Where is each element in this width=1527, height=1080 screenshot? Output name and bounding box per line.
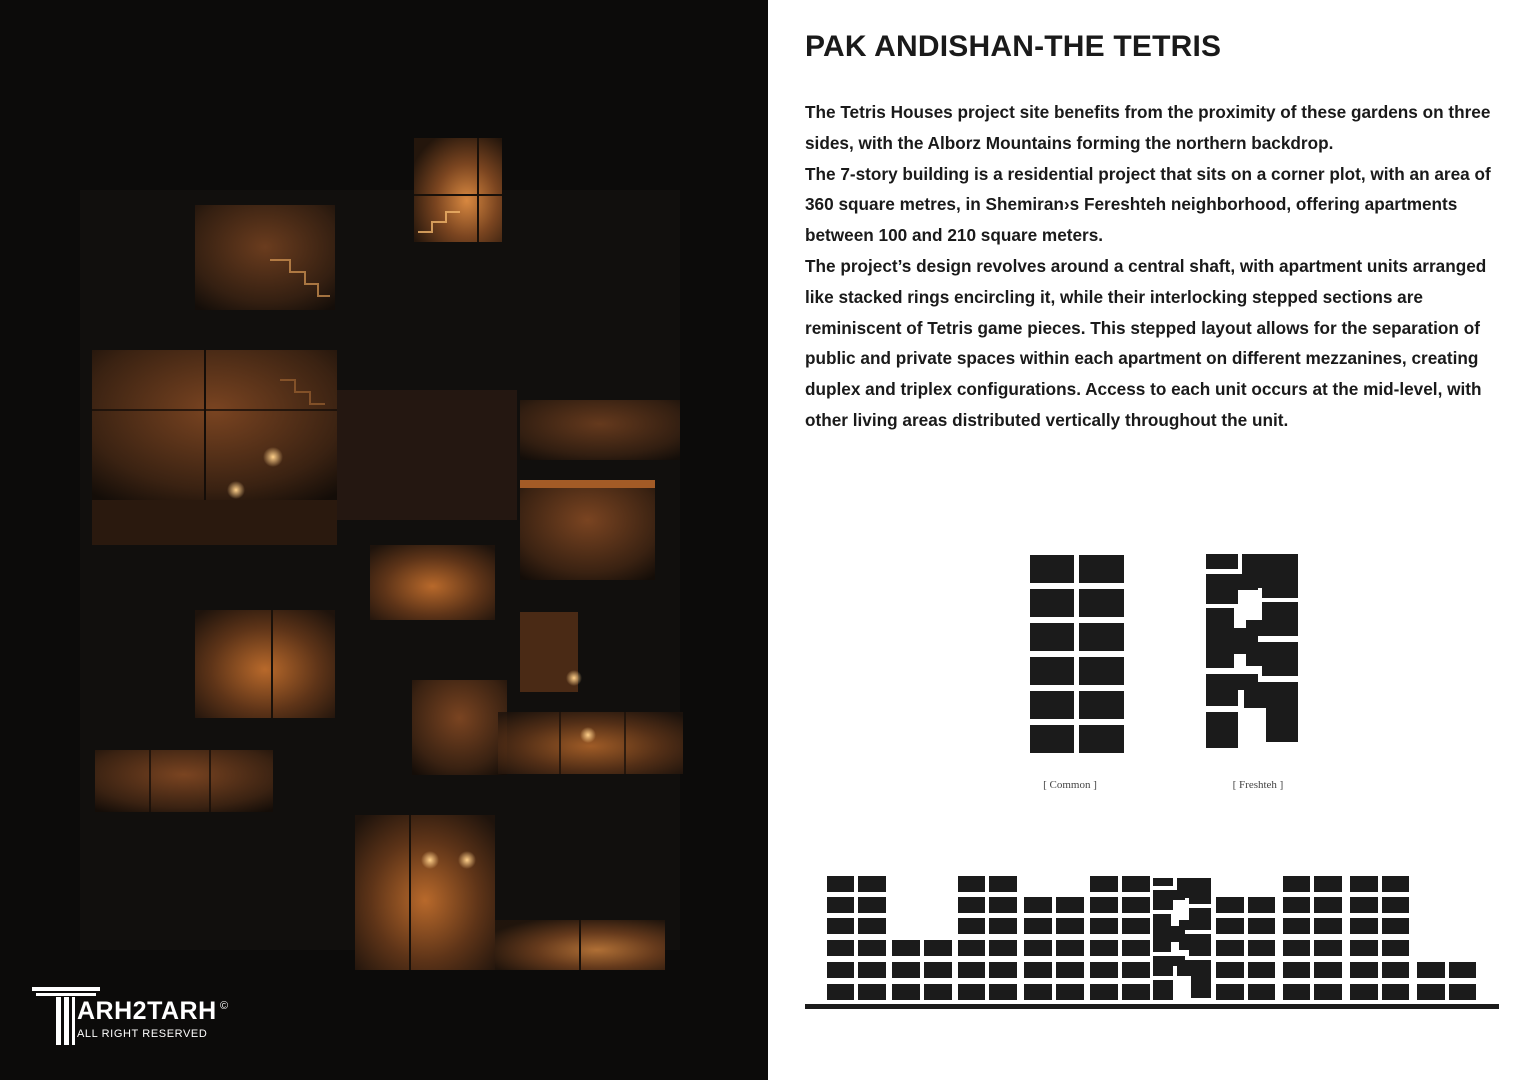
paragraph-design: The project’s design revolves around a central shaft, with apartment units arranged like stacked rings encircling it, while their interlocking stepped sections are reminiscent of Tetris game pieces. This stepped layout allows for the separation of public and private spaces within each apartment on different mezzanines, creating duplex and triplex configurations. Access to each unit occurs at the mid-level, with other living areas distributed vertically throughout the unit. xyxy=(805,255,1487,430)
page-title: PAK ANDISHAN-THE TETRIS xyxy=(805,30,1222,63)
tetris-diagrams xyxy=(768,0,1527,1080)
ground-line xyxy=(805,1004,1499,1009)
copyright-symbol: © xyxy=(220,1000,229,1012)
text-panel xyxy=(768,0,1527,1080)
paragraph-site: The Tetris Houses project site benefits from the proximity of these gardens on three sides, with the Alborz Mountains forming the northern backdrop. xyxy=(805,102,1491,153)
caption-freshteh: [ Freshteh ] xyxy=(1232,779,1284,791)
common-stack-diagram xyxy=(1030,555,1124,753)
logo-tagline: ALL RIGHT RESERVED xyxy=(77,1028,208,1040)
skyline-diagram xyxy=(805,876,1499,1009)
freshteh-stack-diagram xyxy=(1206,554,1298,748)
caption-common: [ Common ] xyxy=(1043,779,1097,791)
logo-name: ARH2TARH xyxy=(77,997,217,1025)
paragraph-building: The 7-story building is a residential project that sits on a corner plot, with an area of 360 square metres, in Shemiran›s Fereshteh neighborhood, offering apartments between 100 and 210 square meters. xyxy=(805,163,1491,246)
tarh2tarh-logo xyxy=(30,985,240,1055)
